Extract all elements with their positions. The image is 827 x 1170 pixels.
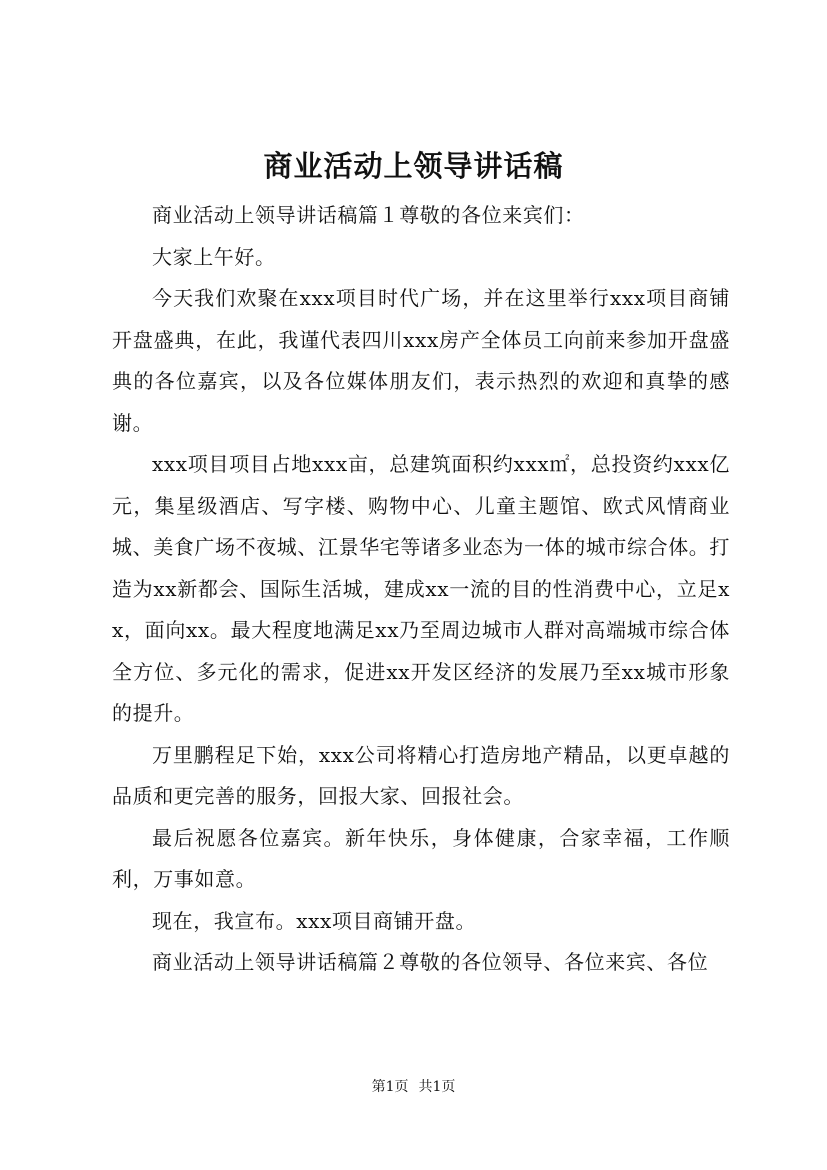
paragraph: xxx项目项目占地xxx亩，总建筑面积约xxx㎡，总投资约xxx亿元，集星级酒店、写字楼、购物中心、儿童主题馆、欧式风情商业城、美食广场不夜城、江景华宅等诸多业态为一体的城市综合体。打造为xx新都会、国际生活城，建成xx一流的目的性消费中心，立足xx，面向xx。最大程度地满足xx乃至周边城市人群对高端城市综合体全方位、多元化的需求，促进xx开发区经济的发展乃至xx城市形象的提升。 bbox=[112, 452, 730, 725]
page-number-total: 共1页 bbox=[418, 1079, 456, 1095]
paragraph: 大家上午好。 bbox=[152, 244, 276, 269]
page-footer bbox=[0, 1077, 827, 1097]
paragraph: 商业活动上领导讲话稿篇１尊敬的各位来宾们： bbox=[152, 203, 585, 227]
document-body bbox=[112, 195, 730, 984]
paragraph: 万里鹏程足下始，xxx公司将精心打造房地产精品，以更卓越的品质和更完善的服务，回报大家、回报社会。 bbox=[112, 742, 730, 808]
page-number-current: 第1页 bbox=[371, 1079, 409, 1095]
paragraph: 商业活动上领导讲话稿篇２尊敬的各位领导、各位来宾、各位 bbox=[152, 950, 709, 974]
document-title: 商业活动上领导讲话稿 bbox=[263, 149, 564, 183]
paragraph: 最后祝愿各位嘉宾。新年快乐，身体健康，合家幸福，工作顺利，万事如意。 bbox=[112, 825, 730, 891]
paragraph: 今天我们欢聚在xxx项目时代广场，并在这里举行xxx项目商铺开盘盛典，在此，我谨代表四川xxx房产全体员工向前来参加开盘盛典的各位嘉宾，以及各位媒体朋友们，表示热烈的欢迎和真挚的感谢。 bbox=[112, 286, 730, 435]
paragraph: 现在，我宣布。xxx项目商铺开盘。 bbox=[152, 908, 477, 933]
